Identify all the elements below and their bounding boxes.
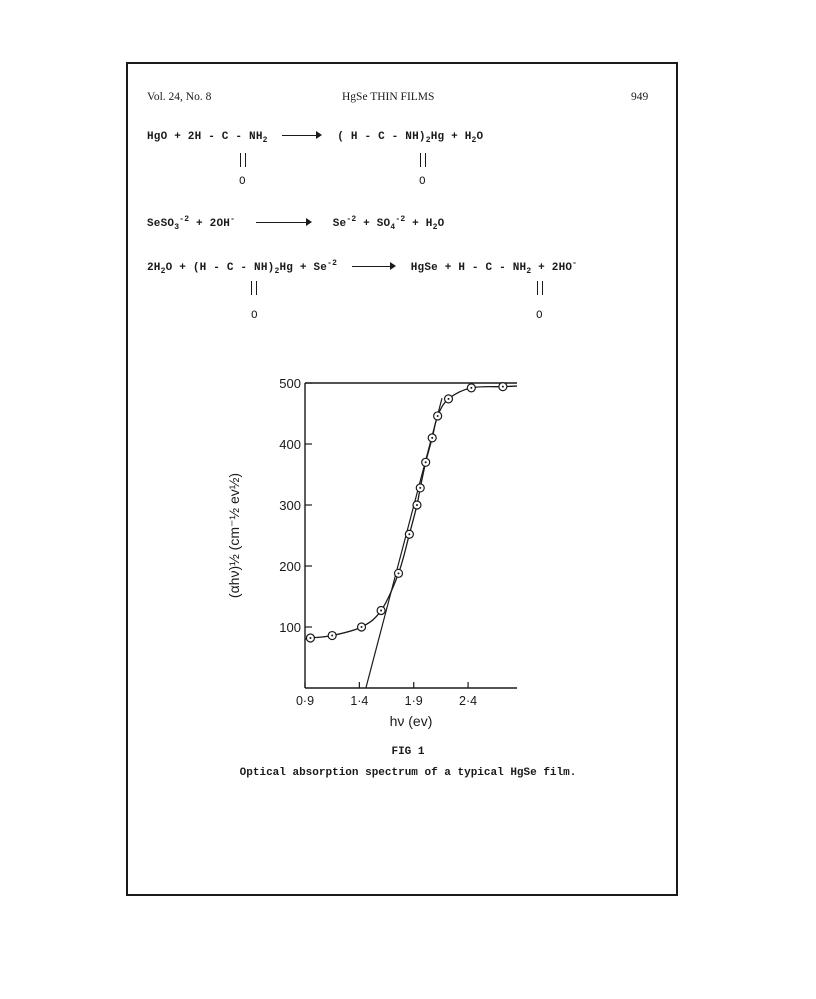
x-tick-label: 1·9 <box>404 694 423 708</box>
volume-label: Vol. 24, No. 8 <box>147 91 212 103</box>
double-bond <box>251 281 257 295</box>
x-tick-label: 1·4 <box>350 694 369 708</box>
equation-1: HgO + 2H - C - $NH_2$ ( $H - C - NH)_2Hg + H_2O$ <box>147 131 484 145</box>
running-title: HgSe THIN FILMS <box>342 91 435 103</box>
y-tick-label: 200 <box>279 559 301 574</box>
double-bond <box>240 153 246 167</box>
carbonyl-oxygen: O <box>419 176 426 188</box>
y-tick-label: 400 <box>279 437 301 452</box>
y-axis-label: (αhν)½ (cm⁻½ ev½) <box>226 472 242 599</box>
double-bond <box>420 153 426 167</box>
carbonyl-oxygen: O <box>239 176 246 188</box>
page-number: 949 <box>631 91 649 103</box>
reaction-arrow <box>352 262 396 272</box>
y-tick-label: 100 <box>279 620 301 635</box>
equation-2: SeSO$_3^{-2}$ + 2OH- $Se^{-2} + SO_4^{-2} + H_2O$ <box>147 215 445 232</box>
x-tick-label: 2·4 <box>459 694 478 708</box>
reaction-arrow <box>256 218 312 228</box>
double-bond <box>537 281 543 295</box>
equation-3: $2H_2O + (H - C - NH)_2Hg + Se^{-2}$ HgSe + $H - C - NH_2 + 2HO^-$ <box>147 259 578 276</box>
carbonyl-oxygen: O <box>251 310 258 322</box>
carbonyl-oxygen: O <box>536 310 543 322</box>
y-tick-label: 500 <box>279 376 301 391</box>
reaction-arrow <box>282 131 322 141</box>
y-tick-label: 300 <box>279 498 301 513</box>
x-tick-label: 0·9 <box>295 694 315 708</box>
x-axis-label: hν (ev) <box>389 713 433 729</box>
figure-caption: Optical absorption spectrum of a typical HgSe film. <box>239 767 577 779</box>
figure-label: FIG 1 <box>391 746 425 758</box>
